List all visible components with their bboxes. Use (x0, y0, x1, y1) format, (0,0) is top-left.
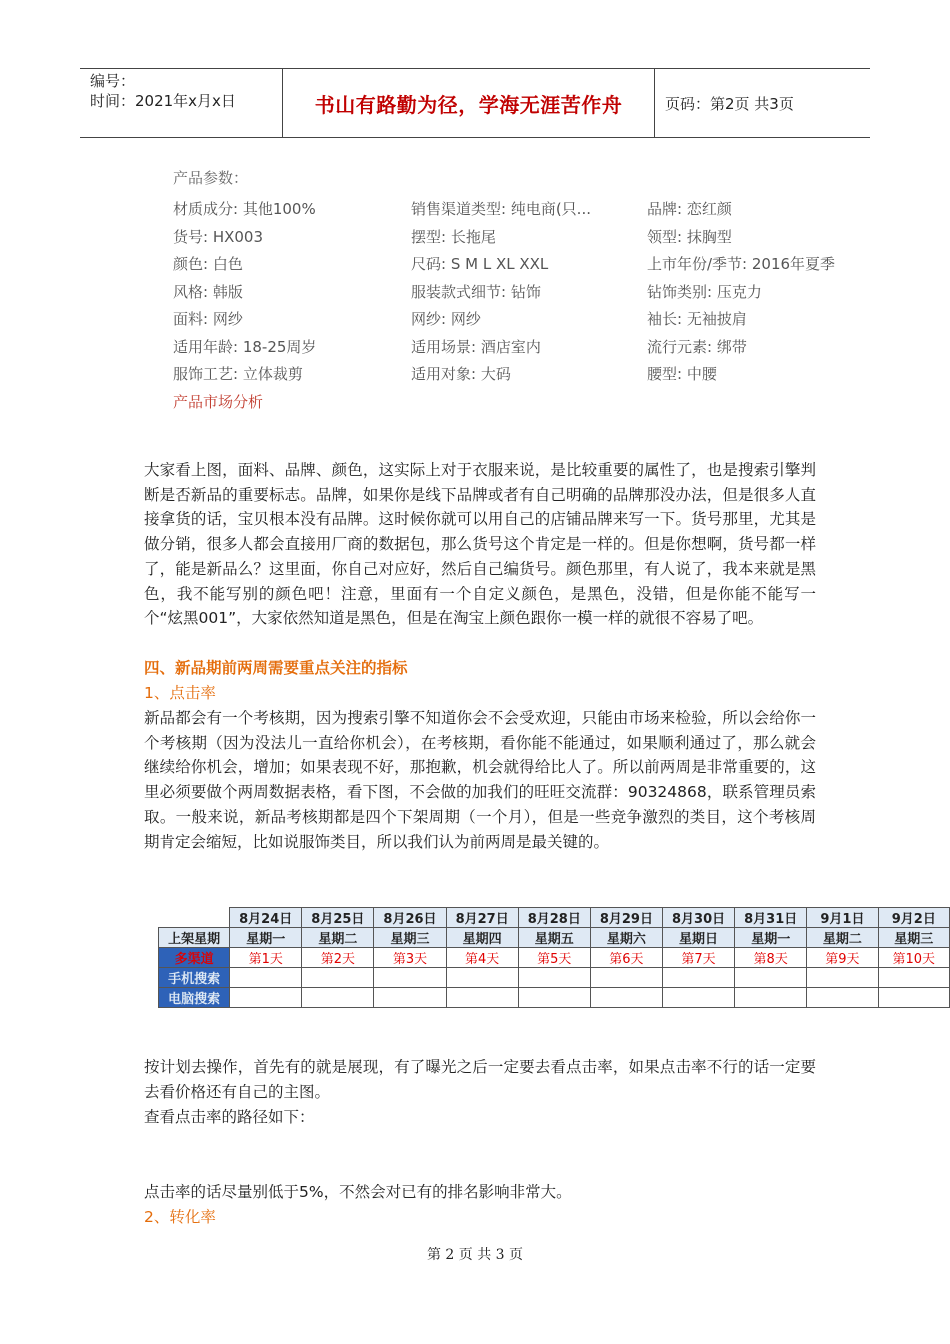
table-row-weekdays (159, 928, 950, 948)
param-cell: 网纱: 网纱 (411, 310, 481, 328)
param-row (173, 196, 893, 224)
date-cell: 8月27日 (446, 908, 518, 928)
param-row (173, 306, 893, 334)
param-row (173, 334, 893, 362)
mobile-cell (807, 968, 878, 988)
table-row-dates (159, 908, 950, 928)
mobile-cell (590, 968, 662, 988)
page-header (80, 68, 870, 138)
weekday-cell: 星期五 (518, 928, 590, 948)
weekday-cell: 星期二 (807, 928, 878, 948)
date-cell: 8月25日 (302, 908, 374, 928)
header-meta (80, 69, 282, 137)
param-cell: 材质成分: 其他100% (173, 200, 316, 218)
date-cell: 9月2日 (878, 908, 949, 928)
row-header-mobile: 手机搜索 (159, 968, 230, 988)
section-heading-4: 四、新品期前两周需要重点关注的指标 (144, 659, 408, 677)
document-date-label: 时间：2021年x月x日 (90, 92, 236, 110)
mobile-cell (374, 968, 446, 988)
param-cell: 服饰工艺: 立体裁剪 (173, 365, 303, 383)
day-cell: 第9天 (807, 948, 878, 968)
param-cell: 尺码: S M L XL XXL (411, 255, 549, 273)
param-cell: 腰型: 中腰 (647, 365, 717, 383)
date-cell: 8月30日 (662, 908, 734, 928)
param-cell: 摆型: 长拖尾 (411, 227, 496, 246)
pc-cell (878, 988, 949, 1008)
subheading-conversion-rate: 2、转化率 (144, 1208, 216, 1226)
param-cell: 适用场景: 酒店室内 (411, 337, 541, 356)
day-cell: 第7天 (662, 948, 734, 968)
day-cell: 第6天 (590, 948, 662, 968)
pc-cell (662, 988, 734, 1008)
param-row (173, 279, 893, 307)
mobile-cell (878, 968, 949, 988)
param-cell: 钻饰类别: 压克力 (647, 282, 762, 301)
param-cell: 面料: 网纱 (173, 310, 243, 328)
mobile-cell (446, 968, 518, 988)
param-cell: 上市年份/季节: 2016年夏季 (647, 255, 836, 273)
date-cell: 8月31日 (735, 908, 807, 928)
param-cell: 销售渠道类型: 纯电商(只... (411, 200, 591, 218)
mobile-cell (302, 968, 374, 988)
date-cell: 8月26日 (374, 908, 446, 928)
paragraph-plan: 按计划去操作，首先有的就是展现，有了曝光之后一定要去看点击率，如果点击率不行的话一定要去看价格还有自己的主图。 (144, 1058, 816, 1101)
param-cell: 颜色: 白色 (173, 255, 243, 273)
mobile-cell (518, 968, 590, 988)
day-cell: 第3天 (374, 948, 446, 968)
param-cell: 品牌: 恋红颜 (647, 200, 732, 218)
paragraph-attributes: 大家看上图，面料、品牌、颜色，这实际上对于衣服来说，是比较重要的属性了，也是搜索引擎判断是否新品的重要标志。品牌，如果你是线下品牌或者有自己明确的品牌那没办法，但是很多人直接拿货的话，宝贝根本没有品牌。这时候你就可以用自己的店铺品牌来写一下。货号那里，尤其是做分销，很多人都会直接用厂商的数据包，那么货号这个肯定是一样的。但是你想啊，货号都一样了，能是新品么？这里面，你自己对应好，然后自己编货号。颜色那里，有人说了，我本来就是黑色，我不能写别的颜色吧！注意，里面有一个自定义颜色，是黑色，没错，但是你能不能写一个“炫黑001”，大家依然知道是黑色，但是在淘宝上颜色跟你一模一样的就很不容易了吧。 (144, 461, 816, 628)
day-cell: 第2天 (302, 948, 374, 968)
mobile-cell (230, 968, 302, 988)
mobile-cell (662, 968, 734, 988)
pc-cell (230, 988, 302, 1008)
pc-cell (518, 988, 590, 1008)
weekday-cell: 星期三 (878, 928, 949, 948)
day-cell: 第10天 (878, 948, 949, 968)
market-analysis-link[interactable]: 产品市场分析 (173, 392, 264, 411)
pc-cell (374, 988, 446, 1008)
day-cell: 第5天 (518, 948, 590, 968)
table-row-days (159, 948, 950, 968)
schedule-table-image (158, 907, 950, 1013)
weekday-cell: 星期四 (446, 928, 518, 948)
header-page-info: 页码：第2页 共3页 (665, 94, 794, 113)
weekday-cell: 星期三 (374, 928, 446, 948)
pc-cell (446, 988, 518, 1008)
day-cell: 第8天 (735, 948, 807, 968)
params-title: 产品参数： (173, 169, 249, 187)
pc-cell (590, 988, 662, 1008)
param-cell: 领型: 抹胸型 (647, 227, 732, 246)
row-header-week: 上架星期 (159, 928, 230, 948)
param-row (173, 224, 893, 252)
subheading-click-rate: 1、点击率 (144, 684, 216, 702)
param-cell: 适用年龄: 18-25周岁 (173, 337, 317, 356)
date-cell: 8月24日 (230, 908, 302, 928)
param-cell: 适用对象: 大码 (411, 365, 511, 383)
product-params-image (173, 160, 893, 415)
schedule-table (158, 907, 950, 1008)
weekday-cell: 星期日 (662, 928, 734, 948)
param-row (173, 251, 893, 279)
pc-cell (735, 988, 807, 1008)
paragraph-threshold: 点击率的话尽量别低于5%，不然会对已有的排名影响非常大。 (144, 1183, 572, 1201)
row-header-pc: 电脑搜索 (159, 988, 230, 1008)
param-cell: 流行元素: 绑带 (647, 337, 747, 356)
day-cell: 第4天 (446, 948, 518, 968)
weekday-cell: 星期二 (302, 928, 374, 948)
pc-cell (302, 988, 374, 1008)
param-cell: 服装款式细节: 钻饰 (411, 282, 541, 301)
weekday-cell: 星期一 (230, 928, 302, 948)
date-cell: 9月1日 (807, 908, 878, 928)
param-cell: 风格: 韩版 (173, 282, 243, 301)
paragraph-assessment: 新品都会有一个考核期，因为搜索引擎不知道你会不会受欢迎，只能由市场来检验，所以会给你一个考核期（因为没法儿一直给你机会），在考核期，看你能不能通过，如果顺利通过了，那么就会继续给你机会，增加；如果表现不好，那抱歉，机会就得给比人了。所以前两周是非常重要的，这里必须要做个两周数据表格，看下图，不会做的加我们的旺旺交流群：90324868，联系管理员索取。一般来说，新品考核期都是四个下架周期（一个月），但是一些竞争激烈的类目，这个考核周期肯定会缩短，比如说服饰类目，所以我们认为前两周是最关键的。 (144, 709, 816, 851)
param-row (173, 361, 893, 389)
table-row-mobile (159, 968, 950, 988)
page-footer: 第 2 页 共 3 页 (426, 1247, 524, 1263)
day-cell: 第1天 (230, 948, 302, 968)
weekday-cell: 星期一 (735, 928, 807, 948)
date-cell: 8月29日 (590, 908, 662, 928)
mobile-cell (735, 968, 807, 988)
weekday-cell: 星期六 (590, 928, 662, 948)
paragraph-path: 查看点击率的路径如下： (144, 1108, 315, 1126)
header-motto: 书山有路勤为径，学海无涯苦作舟 (282, 69, 655, 137)
table-row-pc (159, 988, 950, 1008)
pc-cell (807, 988, 878, 1008)
params-grid (173, 196, 893, 389)
row-header-channel: 多渠道 (159, 948, 230, 968)
table-corner (159, 908, 230, 928)
param-cell: 货号: HX003 (173, 227, 264, 246)
document-number-label: 编号： (90, 72, 136, 90)
param-cell: 袖长: 无袖披肩 (647, 310, 747, 328)
date-cell: 8月28日 (518, 908, 590, 928)
